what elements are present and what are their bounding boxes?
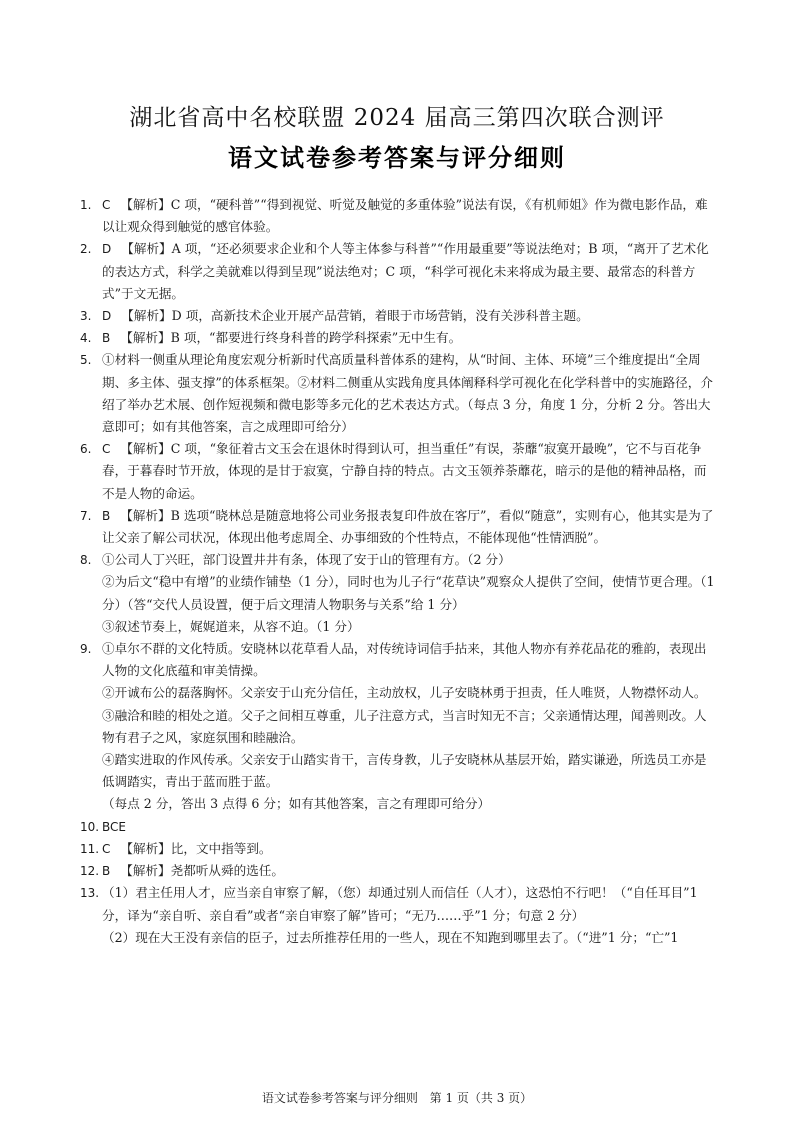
answer-item [80, 882, 718, 949]
answer-item [80, 327, 718, 349]
question-number: 6. [80, 442, 92, 457]
answer-item [80, 349, 718, 438]
answer-explanation: 【解析】A 项，“还必须要求企业和个人等主体参与科普”“作用最重要”等说法绝对；B 项，“离开了艺术化的表达方式，科学之美就难以得到呈现”说法绝对；C 项，“科学可视化未来将成为最主要、最常态的科普方式”于文无据。 [102, 241, 709, 301]
question-number: 8. [80, 553, 92, 568]
answer-explanation: 【解析】尧都听从舜的选任。 [120, 863, 284, 879]
document-title: 湖北省高中名校联盟 2024 届高三第四次联合测评 [129, 105, 665, 131]
answer-text [102, 238, 718, 305]
answer-text [102, 327, 718, 349]
answer-choice: BCE [102, 819, 126, 834]
answer-explanation: 【解析】比，文中指等到。 [120, 840, 272, 856]
answer-text [102, 816, 718, 838]
answer-point: ④踏实进取的作风传承。父亲安于山踏实肯干，言传身教，儿子安晓林从基层开始，踏实谦逊，所选员工亦是低调踏实，青出于蓝而胜于蓝。 [102, 752, 707, 790]
question-number: 10. [80, 819, 100, 834]
question-number: 5. [80, 353, 92, 368]
answer-choice: C [102, 198, 111, 212]
answer-explanation: 【解析】B 项，“都要进行终身科普的跨学科探索”无中生有。 [120, 330, 462, 346]
answer-choice: D [102, 242, 112, 257]
answer-point: ③叙述节奏上，娓娓道来，从容不迫。（1 分） [102, 618, 360, 634]
question-number: 7. [80, 508, 92, 523]
answer-item [80, 860, 718, 882]
answer-point: （每点 2 分，答出 3 点得 6 分；如有其他答案，言之有理即可给分） [102, 796, 491, 812]
answer-choice: C [102, 841, 111, 856]
page-footer [0, 1089, 794, 1106]
question-number: 9. [80, 642, 92, 657]
answer-explanation: ①材料一侧重从理论角度宏观分析新时代高质量科普体系的建构，从“时间、主体、环境”三个维度提出“全周期、多主体、强支撑”的体系框架。②材料二侧重从实践角度具体阐释科学可视化在化学科普中的实施路径，介绍了举办艺术展、创作短视频和微电影等多元化的艺术表达方式。（每点 3 分，角度 1 分，分析 2 分。答出大意即可；如有其他答案，言之成理即可给分） [102, 352, 713, 435]
answer-explanation: ①卓尔不群的文化特质。安晓林以花草看人品，对传统诗词信手拈来，其他人物亦有养花品花的雅韵，表现出人物的文化底蕴和审美情操。 [102, 641, 707, 679]
question-number: 3. [80, 309, 92, 324]
answer-point: ③融洽和睦的相处之道。父子之间相互尊重，儿子注意方式，当言时知无不言；父亲通情达理，闻善则改。人物有君子之风，家庭氛围和睦融洽。 [102, 707, 707, 745]
answer-item [80, 238, 718, 305]
answer-item [80, 505, 718, 549]
answer-list [80, 194, 718, 949]
answer-choice: D [102, 309, 112, 324]
footer-page-number: 第 1 页（共 3 页） [429, 1091, 533, 1105]
question-number: 11. [80, 841, 100, 856]
answer-explanation: 【解析】B 选项“晓林总是随意地将公司业务报表复印件放在客厅”，看似“随意”，实则有心，他其实是为了让父亲了解公司状况，体现出他考虑周全、办事细致的个性特点，不能体现他“性情洒脱”。 [102, 507, 714, 546]
answer-point: ②为后文“稳中有增”的业绩作铺垫（1 分），同时也为儿子行“花草诀”观察众人提供了空间，使情节更合理。（1 分）（答“交代人员设置，便于后文理清人物职务与关系”给 1 分） [102, 574, 715, 612]
answer-text [102, 349, 718, 438]
question-number: 12. [80, 864, 100, 879]
document-subtitle: 语文试卷参考答案与评分细则 [228, 143, 566, 172]
answer-explanation: 【解析】C 项，“象征着古文玉会在退休时得到认可，担当重任”有误，荼蘼“寂寞开最晚”，它不与百花争春，于暮春时节开放，体现的是甘于寂寞，宁静自持的特点。古文玉领养荼蘼花，暗示的是他的精神品格，而不是人物的命运。 [102, 441, 707, 501]
answer-choice: C [102, 442, 111, 457]
question-number: 2. [80, 242, 92, 257]
question-number: 13. [80, 886, 100, 901]
answer-explanation: 【解析】D 项，高新技术企业开展产品营销，着眼于市场营销，没有关涉科普主题。 [121, 308, 589, 324]
answer-explanation: （1）君主任用人才，应当亲自审察了解，（您）却通过别人而信任（人才），这恐怕不行吧！（“自任耳目”1 分，译为“亲自听、亲自看”或者“亲自审察了解”皆可；“无乃……乎”1 分；句意 2 分） [102, 885, 698, 923]
answer-text [102, 638, 718, 682]
footer-doc-title: 语文试卷参考答案与评分细则 [261, 1091, 418, 1105]
answer-explanation: 【解析】C 项，“硬科普”“得到视觉、听觉及触觉的多重体验”说法有误，《有机师姐》作为微电影作品，难以让观众得到触觉的感官体验。 [102, 197, 708, 235]
answer-text [102, 438, 718, 505]
answer-item [80, 638, 718, 816]
answer-item [80, 816, 718, 838]
answer-item [80, 438, 718, 505]
answer-text [102, 194, 718, 238]
question-number: 1. [80, 198, 92, 212]
answer-explanation: ①公司人丁兴旺，部门设置井井有条，体现了安于山的管理有方。（2 分） [102, 552, 511, 568]
answer-choice: B [102, 864, 111, 879]
answer-item [80, 549, 718, 638]
answer-item [80, 305, 718, 327]
answer-choice: B [102, 331, 111, 346]
answer-text [102, 505, 718, 549]
answer-text [102, 305, 718, 327]
answer-item [80, 838, 718, 860]
answer-point: （2）现在大王没有亲信的臣子，过去所推荐任用的一些人，现在不知跑到哪里去了。（“进”1 分；“亡”1 [102, 929, 679, 945]
answer-choice: B [102, 508, 111, 523]
answer-text [102, 860, 718, 882]
answer-point: ②开诚布公的磊落胸怀。父亲安于山充分信任，主动放权，儿子安晓林勇于担责，任人唯贤，人物襟怀动人。 [102, 685, 707, 701]
question-number: 4. [80, 331, 92, 346]
answer-item [80, 194, 718, 238]
answer-text [102, 882, 718, 926]
answer-text [102, 838, 718, 860]
answer-text [102, 549, 718, 571]
